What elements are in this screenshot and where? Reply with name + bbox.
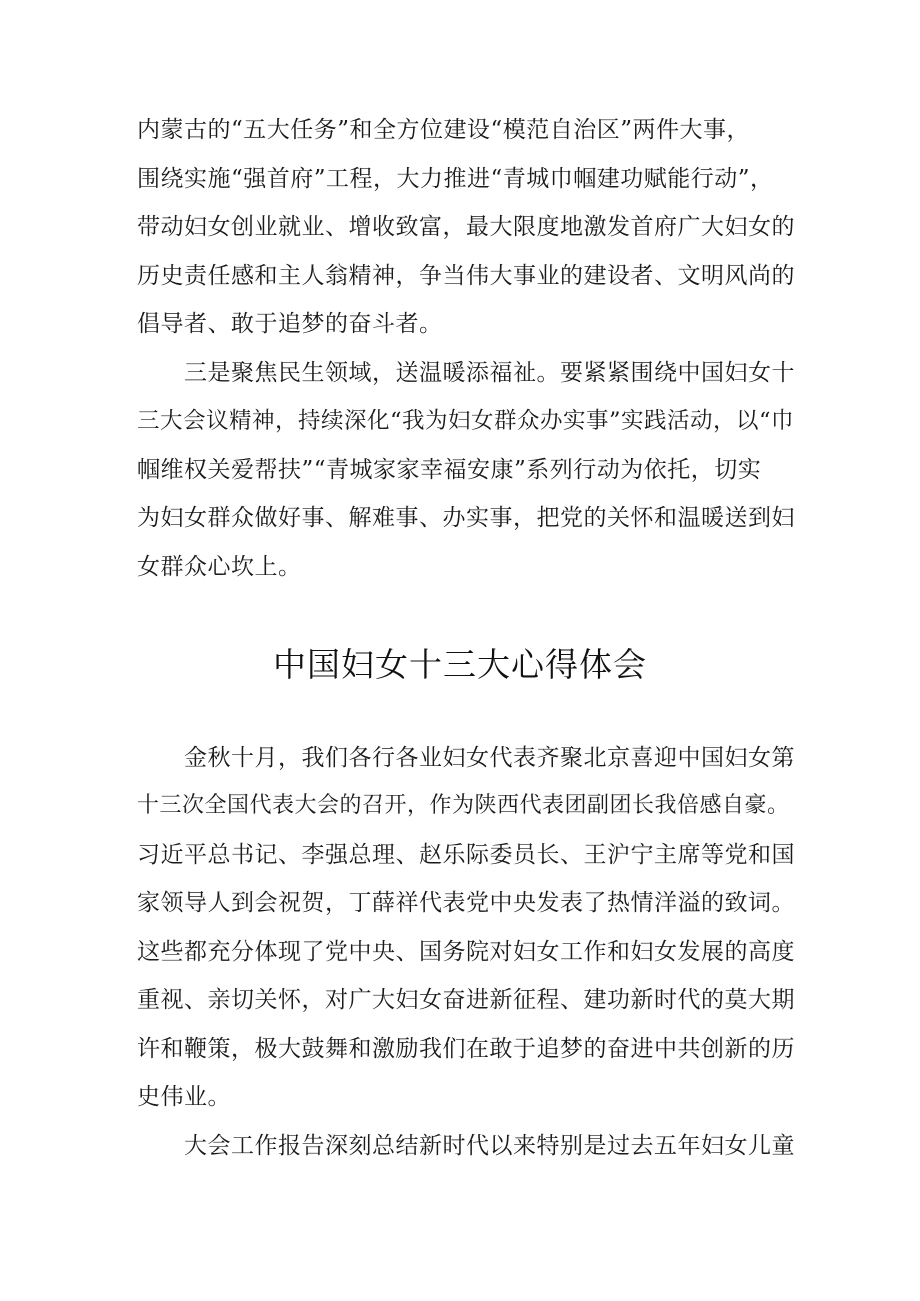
- text-line: 习近平总书记、李强总理、赵乐际委员长、王沪宁主席等党和国: [137, 842, 795, 868]
- text-line: 带动妇女创业就业、增收致富，最大限度地激发首府广大妇女的: [137, 214, 795, 240]
- text-line: 史伟业。: [137, 1084, 231, 1110]
- text-line: 三大会议精神，持续深化“我为妇女群众办实事”实践活动，以“巾: [137, 408, 795, 434]
- text-line: 金秋十月，我们各行各业妇女代表齐聚北京喜迎中国妇女第: [137, 745, 795, 771]
- text-line: 女群众心坎上。: [137, 554, 302, 580]
- text-line: 内蒙古的“五大任务”和全方位建设“模范自治区”两件大事，: [137, 117, 751, 143]
- text-line: 帼维权关爱帮扶”“青城家家幸福安康”系列行动为依托，切实: [137, 457, 762, 483]
- text-line: 历史责任感和主人翁精神，争当伟大事业的建设者、文明风尚的: [137, 263, 795, 289]
- text-line: 三是聚焦民生领域，送温暖添福祉。要紧紧围绕中国妇女十: [137, 360, 795, 386]
- document-title: 中国妇女十三大心得体会: [273, 645, 647, 684]
- text-line: 倡导者、敢于追梦的奋斗者。: [137, 311, 443, 337]
- text-line: 这些都充分体现了党中央、国务院对妇女工作和妇女发展的高度: [137, 939, 795, 965]
- text-line: 为妇女群众做好事、解难事、办实事，把党的关怀和温暖送到妇: [137, 505, 795, 531]
- text-line: 大会工作报告深刻总结新时代以来特别是过去五年妇女儿童: [137, 1133, 795, 1159]
- text-line: 许和鞭策，极大鼓舞和激励我们在敢于追梦的奋进中共创新的历: [137, 1036, 795, 1062]
- text-line: 重视、亲切关怀，对广大妇女奋进新征程、建功新时代的莫大期: [137, 987, 795, 1013]
- text-line: 十三次全国代表大会的召开，作为陕西代表团副团长我倍感自豪。: [137, 793, 790, 818]
- text-line: 围绕实施“强首府”工程，大力推进“青城巾帼建功赋能行动”，: [137, 166, 774, 192]
- text-line: 家领导人到会祝贺，丁薛祥代表党中央发表了热情洋溢的致词。: [137, 890, 795, 916]
